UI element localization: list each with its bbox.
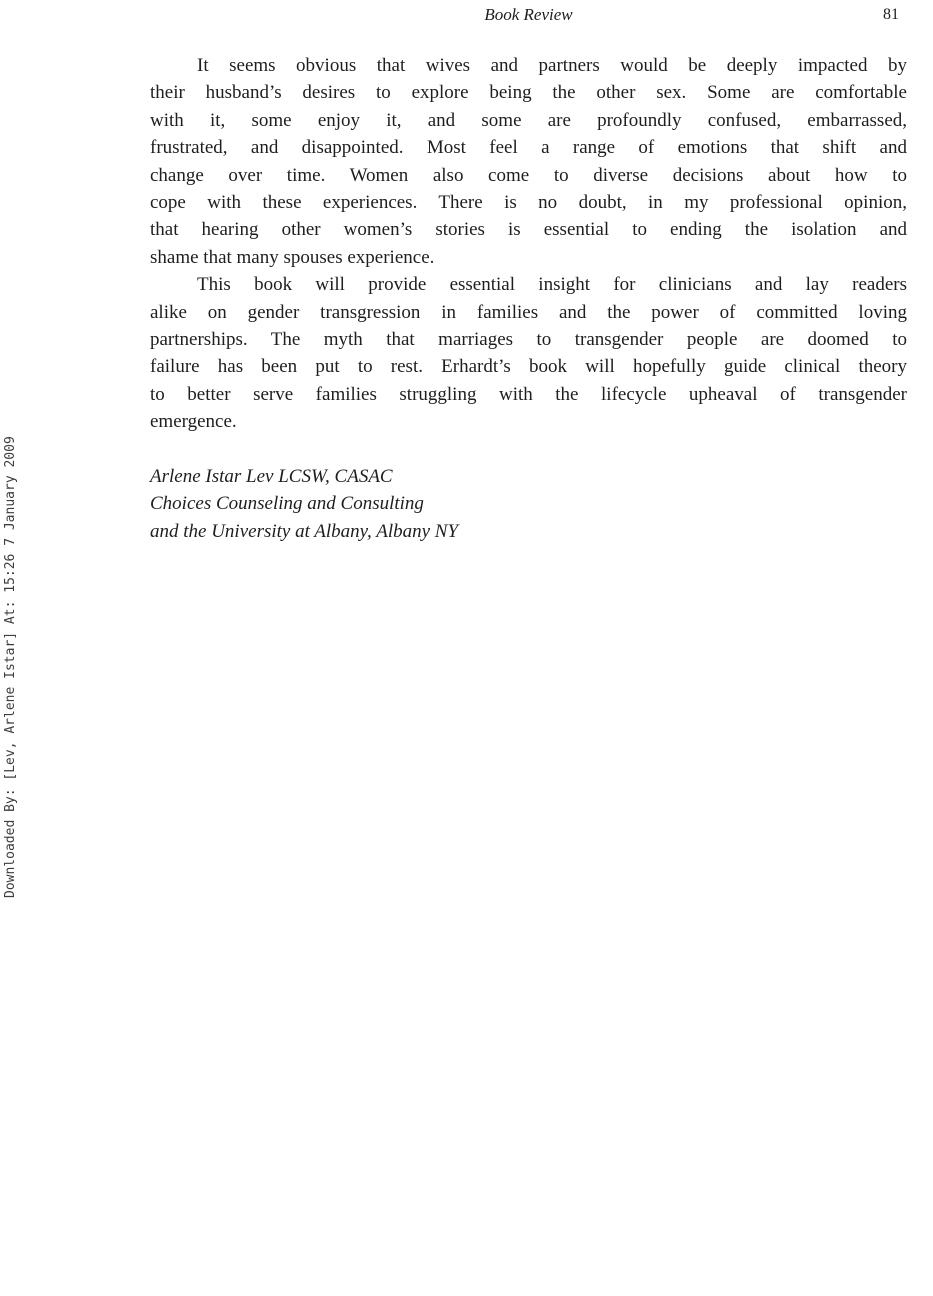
paragraph-line: to better serve families struggling with the lifecycle upheaval of transgender	[150, 383, 907, 405]
download-watermark: Downloaded By: [Lev, Arlene Istar] At: 15:26 7 January 2009	[3, 436, 18, 898]
signature-line: Choices Counseling and Consulting	[150, 493, 424, 515]
paragraphs	[150, 52, 907, 436]
paragraph-line: with it, some enjoy it, and some are profoundly confused, embarrassed,	[150, 109, 907, 131]
signature-line: and the University at Albany, Albany NY	[150, 520, 459, 542]
paragraph-line: change over time. Women also come to diverse decisions about how to	[150, 164, 907, 186]
paragraph-line: that hearing other women’s stories is essential to ending the isolation and	[150, 219, 907, 241]
paragraph-line: shame that many spouses experience.	[150, 246, 435, 268]
paragraph-line: failure has been put to rest. Erhardt’s book will hopefully guide clinical theory	[150, 356, 907, 378]
running-title: Book Review	[484, 5, 573, 24]
paragraph-line: It seems obvious that wives and partners would be deeply impacted by	[197, 55, 907, 76]
paragraph-line: frustrated, and disappointed. Most feel a range of emotions that shift and	[150, 137, 907, 159]
signature-block	[150, 463, 907, 545]
paragraph-line: partnerships. The myth that marriages to transgender people are doomed to	[150, 329, 907, 351]
page-number: 81	[883, 6, 899, 23]
paragraph-line: emergence.	[150, 411, 237, 433]
paragraph-line: This book will provide essential insight for clinicians and lay readers	[197, 274, 907, 296]
paragraph-line: cope with these experiences. There is no doubt, in my professional opinion,	[150, 192, 907, 214]
paragraph	[150, 271, 907, 435]
paragraph-line: their husband’s desires to explore being the other sex. Some are comfortable	[150, 82, 907, 104]
signature-line: Arlene Istar Lev LCSW, CASAC	[150, 465, 393, 487]
paragraph-line: alike on gender transgression in families and the power of committed loving	[150, 301, 907, 323]
body-column	[150, 52, 907, 545]
paragraph	[150, 52, 907, 271]
running-head	[150, 4, 907, 28]
